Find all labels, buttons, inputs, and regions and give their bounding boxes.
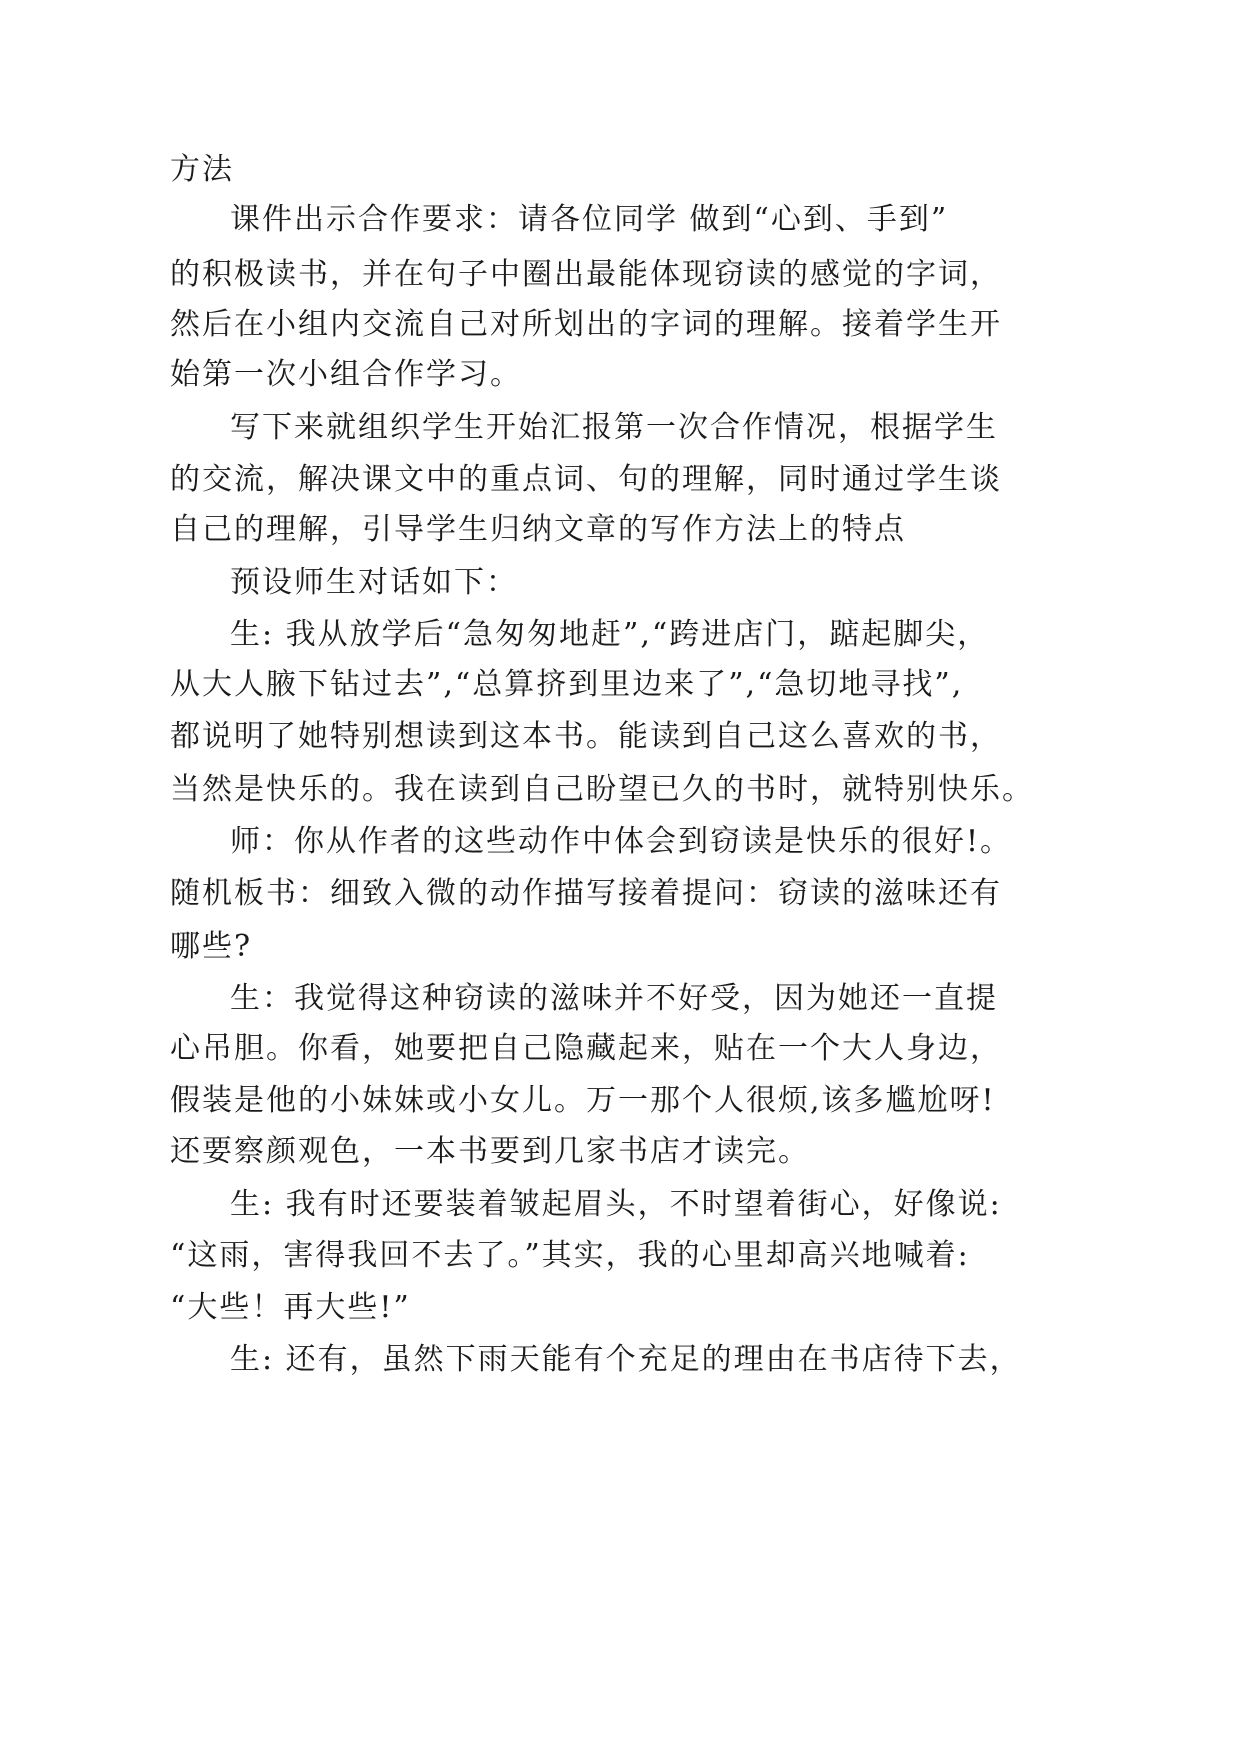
text-line: 哪些? <box>170 929 253 964</box>
text-line: 课件出示合作要求：请各位同学 做到“心到、手到” <box>230 202 949 237</box>
text-line: 随机板书：细致入微的动作描写接着提问：窃读的滋味还有 <box>170 876 1002 911</box>
text-line: 然后在小组内交流自己对所划出的字词的理解。接着学生开 <box>170 307 1002 342</box>
text-line: 生: 我从放学后“急匆匆地赶”,“跨进店门，踮起脚尖， <box>230 617 990 652</box>
text-line: 方法 <box>170 152 234 187</box>
text-line: 师：你从作者的这些动作中体会到窃读是快乐的很好!。 <box>230 824 1013 859</box>
text-line: 生：我觉得这种窃读的滋味并不好受，因为她还一直提 <box>230 981 998 1016</box>
text-line: 还要察颜观色，一本书要到几家书店才读完。 <box>170 1134 810 1169</box>
text-line: 当然是快乐的。我在读到自己盼望已久的书时，就特别快乐。 <box>170 772 1034 807</box>
text-line: 自己的理解，引导学生归纳文章的写作方法上的特点 <box>170 512 906 547</box>
text-line: 的交流，解决课文中的重点词、句的理解，同时通过学生谈 <box>170 462 1002 497</box>
text-line: 假装是他的小妹妹或小女儿。万一那个人很烦,该多尴尬呀! <box>170 1083 996 1118</box>
text-line: 的积极读书，并在句子中圈出最能体现窃读的感觉的字词， <box>170 257 1002 292</box>
text-line: 始第一次小组合作学习。 <box>170 357 522 392</box>
text-line: 从大人腋下钻过去”,“总算挤到里边来了”,“急切地寻找”, <box>170 667 964 702</box>
text-line: 心吊胆。你看，她要把自己隐藏起来，贴在一个大人身边， <box>170 1031 1002 1066</box>
text-line: 都说明了她特别想读到这本书。能读到自己这么喜欢的书， <box>170 719 1002 754</box>
text-line: “这雨，害得我回不去了。”其实，我的心里却高兴地喊着: <box>170 1238 970 1273</box>
text-line: 预设师生对话如下： <box>230 565 518 600</box>
text-line: 生: 我有时还要装着皱起眉头，不时望着街心，好像说: <box>230 1187 1002 1222</box>
text-line: “大些！再大些!” <box>170 1290 411 1325</box>
text-line: 写下来就组织学生开始汇报第一次合作情况，根据学生 <box>230 410 998 445</box>
text-line: 生: 还有，虽然下雨天能有个充足的理由在书店待下去， <box>230 1342 1022 1377</box>
